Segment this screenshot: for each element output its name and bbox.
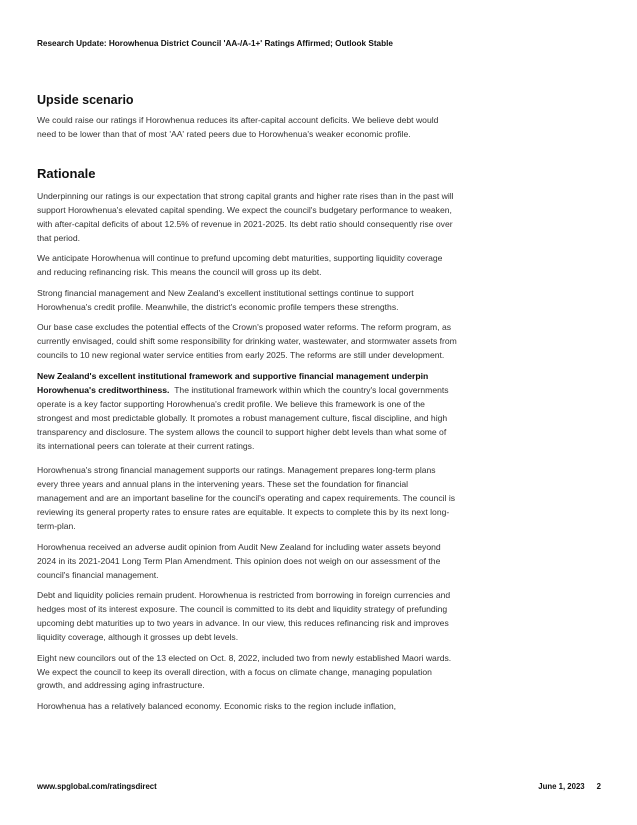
- rationale-paragraph-4: Our base case excludes the potential effects of the Crown's proposed water reforms. The reform program, as currently envisaged, could shift some responsibility for drinking water, wastewater, and stormwater assets from councils to 10 new regional water service entities from early 2025. The reforms are still under development.: [37, 322, 457, 361]
- footer-date: June 1, 2023: [538, 782, 585, 791]
- rationale-paragraph-5: [37, 370, 457, 453]
- footer-url-link[interactable]: www.spglobal.com/ratingsdirect: [37, 782, 157, 791]
- upside-paragraph: We could raise our ratings if Horowhenua reduces its after-capital account deficits. We believe debt would need to be lower than that of most 'AA' rated peers due to Horowhenua's weaker economic profile.: [37, 115, 439, 139]
- rationale-paragraph-3: Strong financial management and New Zealand's excellent institutional settings continue to support Horowhenua's credit profile. Meanwhile, the district's economic profile tempers these strengths.: [37, 287, 414, 312]
- main-content: [37, 93, 457, 721]
- rationale-paragraph-8: Debt and liquidity policies remain prudent. Horowhenua is restricted from borrowing in foreign currencies and hedges most of its interest exposure. The council is committed to its debt and liquidity strategy of prefunding upcoming debt maturities up to two years in advance. In our view, this reduces refinancing risk and improves liquidity coverage, although it grosses up debt levels.: [37, 590, 451, 642]
- page-number: 2: [596, 782, 601, 791]
- rationale-paragraph-2: We anticipate Horowhenua will continue to prefund upcoming debt maturities, supporting liquidity coverage and reducing refinancing risk. This means the council will gross up its debt.: [37, 253, 443, 278]
- rationale-paragraph-10: Horowhenua has a relatively balanced economy. Economic risks to the region include inflation,: [37, 701, 397, 712]
- rationale-paragraph-7: Horowhenua received an adverse audit opinion from Audit New Zealand for including water assets beyond 2024 in its 2021-2041 Long Term Plan Amendment. This opinion does not weigh on our assessment of the council's financial management.: [37, 541, 441, 580]
- footer-date-page: [538, 782, 601, 791]
- rationale-paragraph-9: Eight new councilors out of the 13 elected on Oct. 8, 2022, included two from newly established Maori wards. We expect the council to keep its overall direction, with a focus on climate change, managing population growth, and addressing aging infrastructure.: [37, 652, 452, 691]
- paragraph-lead-in: New Zealand's excellent institutional framework and supportive financial management underpin Horowhenua's creditworthiness.: [37, 370, 429, 395]
- upside-scenario-heading: Upside scenario: [37, 93, 134, 107]
- rationale-paragraph-1: Underpinning our ratings is our expectation that strong capital grants and higher rate rises than in the past will support Horowhenua's elevated capital spending. We expect the council's budgetary performance to weaken, with after-capital deficits of about 12.5% of revenue in 2021-2025. Its debt ratio should consequently rise over that period.: [37, 190, 454, 243]
- rationale-paragraph-6: Horowhenua's strong financial management supports our ratings. Management prepares long-term plans every three years and annual plans in the intervening years. These set the foundation for financial management and are an important baseline for the council's operating and capex requirements. The council is reviewing its general property rates to ensure rates are equitable. It expects to complete this by its next long-term-plan.: [37, 465, 456, 532]
- paragraph-body: The institutional framework within which the country's local governments operate is a key factor supporting Horowhenua's credit profile. We believe this framework is one of the strongest and most predictable globally. It promotes a robust management culture, fiscal discipline, and high transparency and disclosure. The system allows the council to support higher debt levels than what some of its international peers can tolerate at their current ratings.: [37, 384, 449, 451]
- running-header: Research Update: Horowhenua District Council 'AA-/A-1+' Ratings Affirmed; Outlook Stable: [37, 39, 393, 48]
- rationale-heading: Rationale: [37, 165, 96, 181]
